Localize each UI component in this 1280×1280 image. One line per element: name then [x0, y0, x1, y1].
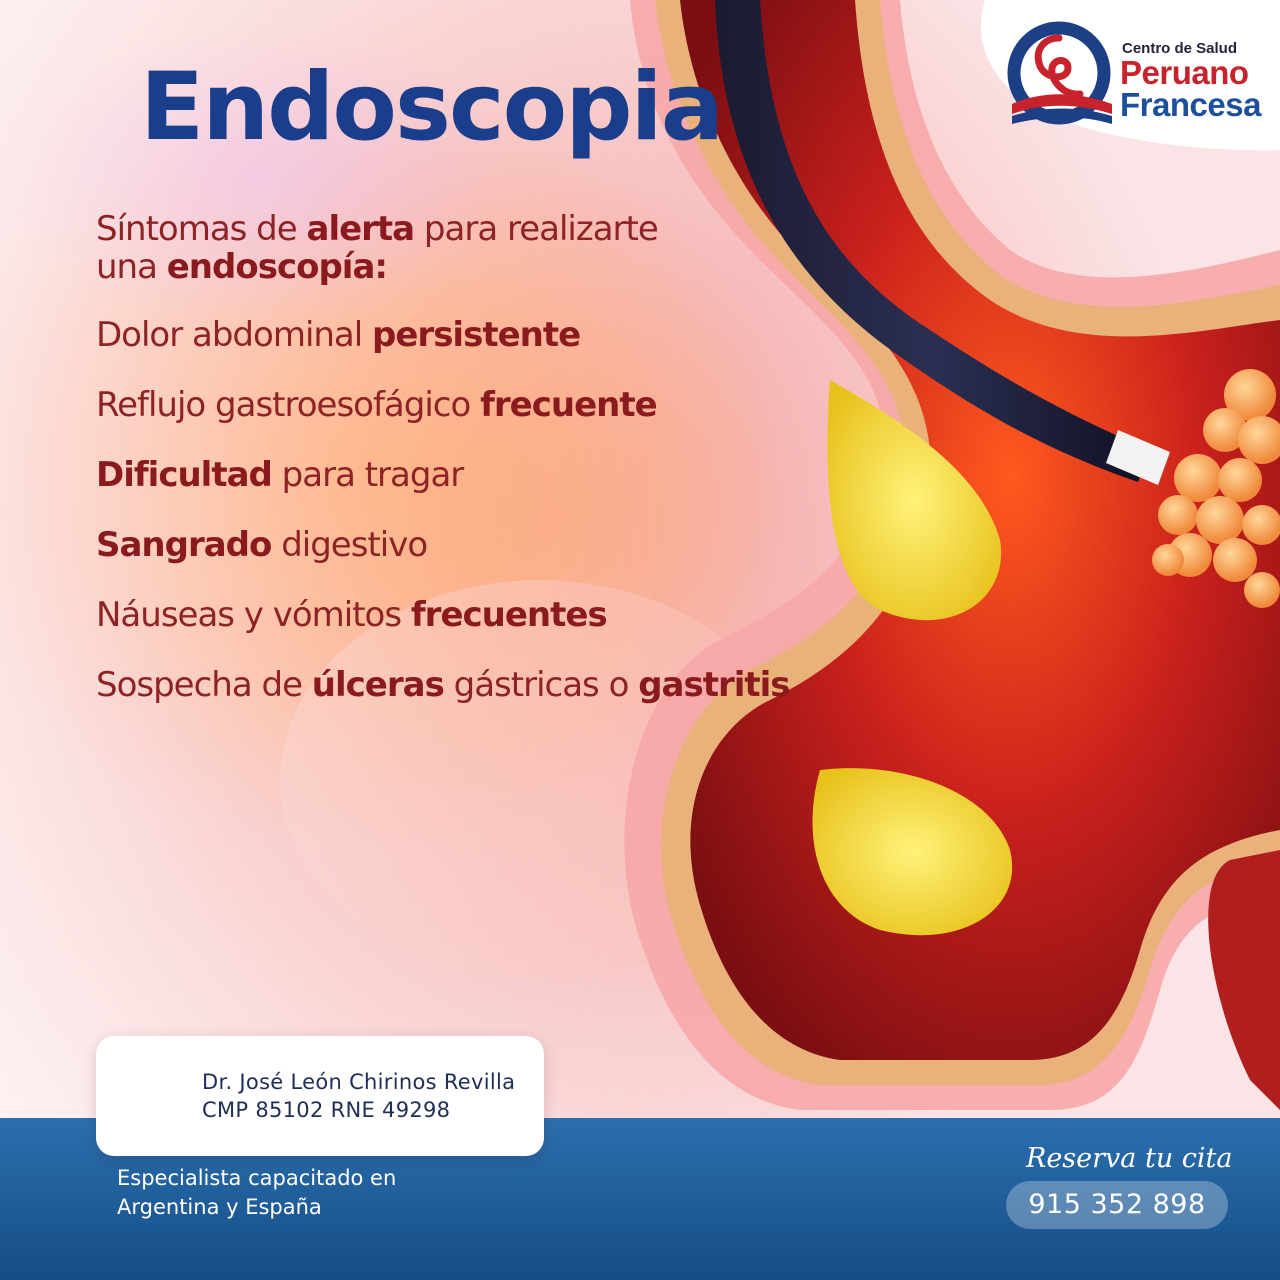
specialist-line: Especialista capacitado en [117, 1166, 397, 1190]
symptom-item [96, 312, 790, 382]
logo-subtitle: Centro de Salud [1122, 40, 1238, 57]
symptom-text: digestivo [271, 525, 428, 565]
symptom-emphasis: Dificultad [96, 455, 272, 495]
symptom-text: Náuseas y vómitos [96, 595, 411, 635]
symptom-text: Reflujo gastroesofágico [96, 385, 481, 425]
page-title: Endoscopia [140, 53, 723, 162]
logo-name-francesa: Francesa [1120, 86, 1261, 123]
brand-logo[interactable] [1004, 18, 1274, 128]
symptom-list [96, 312, 790, 732]
symptom-emphasis: gastritis [638, 665, 790, 705]
intro-part: una [96, 247, 167, 287]
specialist-line: Argentina y España [117, 1195, 322, 1219]
symptom-item [96, 382, 790, 452]
symptom-text: Dolor abdominal [96, 315, 373, 355]
symptom-text: para tragar [271, 455, 464, 495]
symptom-emphasis: Sangrado [96, 525, 272, 565]
specialist-text [117, 1164, 396, 1222]
symptom-item [96, 662, 790, 732]
phone-number[interactable]: 915 352 898 [1028, 1189, 1206, 1220]
doctor-registration: CMP 85102 RNE 49298 [202, 1098, 451, 1122]
symptom-emphasis: frecuentes [410, 595, 607, 635]
symptom-emphasis: úlceras [311, 665, 444, 705]
phone-button[interactable] [1006, 1181, 1228, 1229]
doctor-name: Dr. José León Chirinos Revilla [202, 1070, 516, 1094]
symptom-item [96, 452, 790, 522]
symptom-item [96, 522, 790, 592]
symptom-text: Sospecha de [96, 665, 312, 705]
symptom-text: gástricas o [443, 665, 639, 705]
symptom-item [96, 592, 790, 662]
doctor-card [96, 1036, 544, 1156]
intro-part: para realizarte [414, 209, 658, 249]
symptom-emphasis: frecuente [480, 385, 657, 425]
peruano-francesa-logo-icon [1004, 18, 1114, 128]
symptom-emphasis: persistente [372, 315, 581, 355]
intro-emphasis: endoscopía: [166, 247, 387, 287]
intro-part: Síntomas de [96, 209, 307, 249]
logo-name-peruano: Peruano [1120, 54, 1249, 91]
intro-emphasis: alerta [306, 209, 415, 249]
intro-text [96, 210, 658, 286]
reserve-label: Reserva tu cita [1026, 1143, 1233, 1174]
